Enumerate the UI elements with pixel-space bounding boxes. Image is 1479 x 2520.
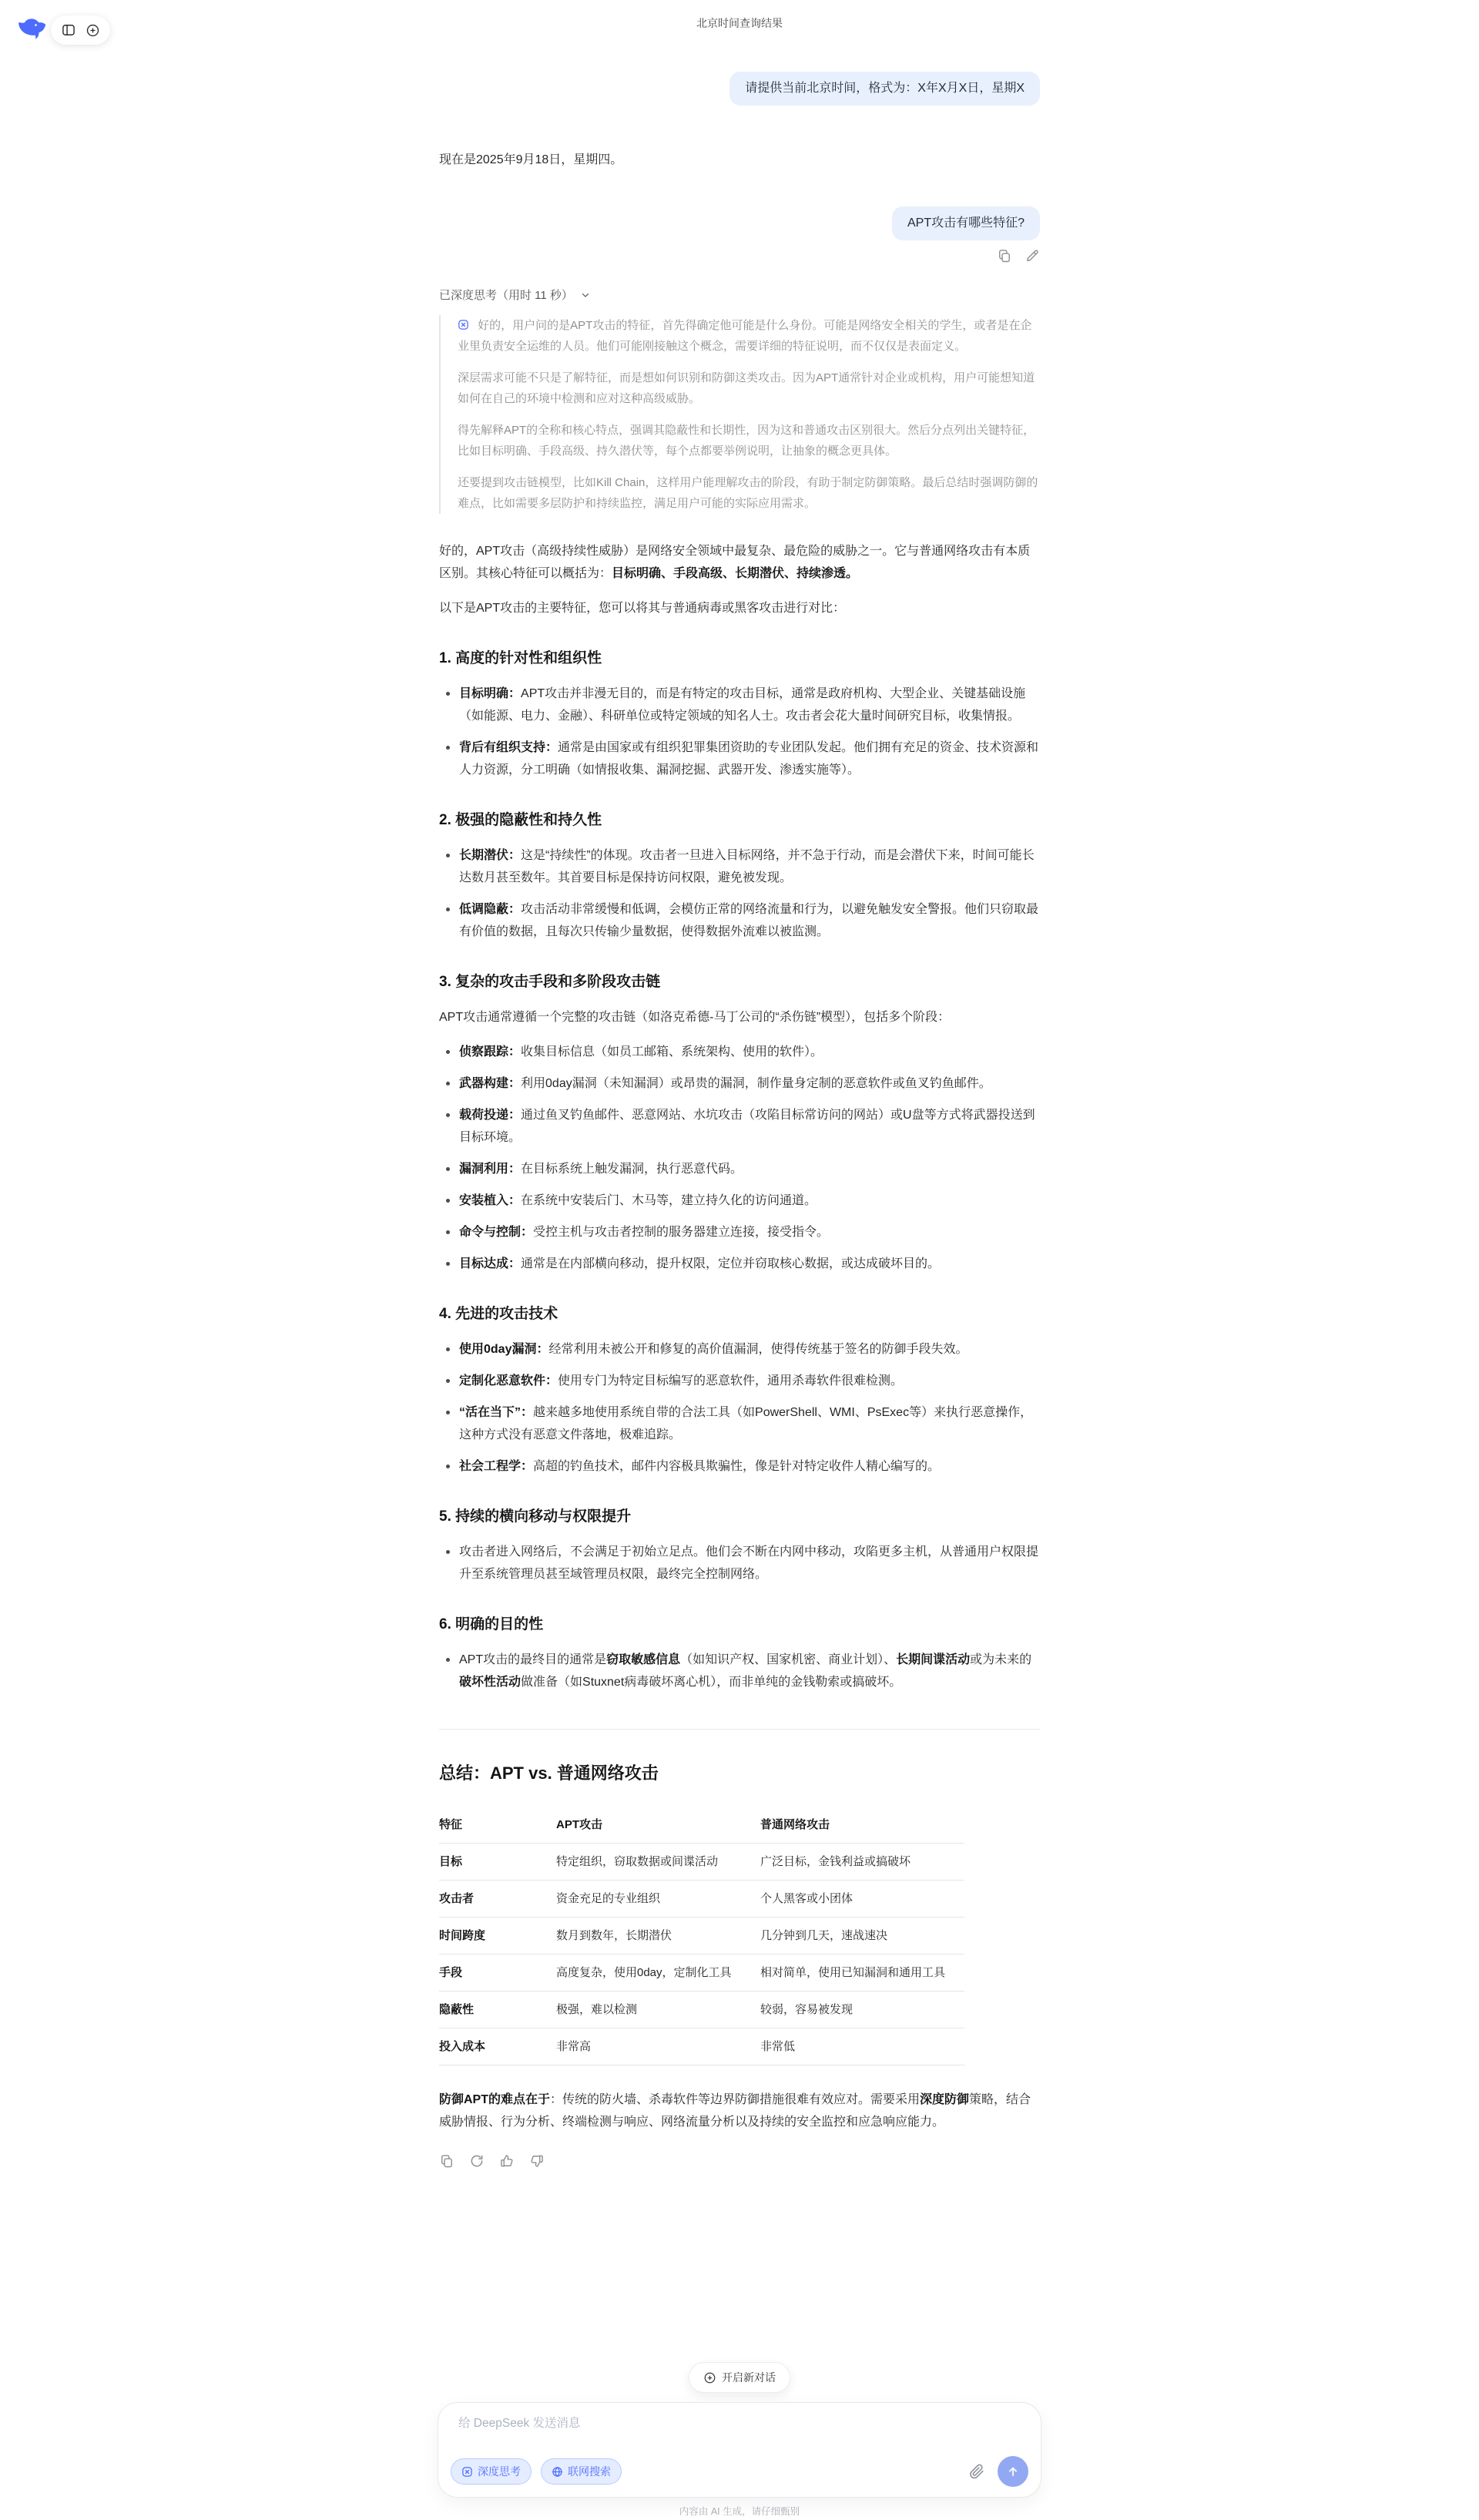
- table-row: [439, 1918, 964, 1955]
- bullet-list: [439, 1041, 1040, 1275]
- answer-conclusion: 防御APT的难点在于：传统的防火墙、杀毒软件等边界防御措施很难有效应对。需要采用深度防御策略，结合威胁情报、行为分析、终端检测与响应、网络流量分析以及持续的安全监控和应急响应能力。: [439, 2093, 1031, 2129]
- table-cell: 时间跨度: [439, 1918, 556, 1955]
- table-header-cell: 普通网络攻击: [760, 1807, 964, 1844]
- section-heading: 6. 明确的目的性: [439, 1616, 544, 1632]
- table-cell: 广泛目标，金钱利益或搞破坏: [760, 1844, 964, 1881]
- section-heading: 4. 先进的攻击技术: [439, 1306, 558, 1322]
- edit-button[interactable]: [1025, 248, 1040, 263]
- globe-icon: [552, 2466, 563, 2478]
- table-cell: 手段: [439, 1955, 556, 1992]
- bullet-item: 武器构建：利用0day漏洞（未知漏洞）或昂贵的漏洞，制作量身定制的恶意软件或鱼叉钓鱼邮件。: [439, 1072, 1040, 1095]
- deepthink-icon: [461, 2466, 473, 2478]
- new-chat-icon: [86, 23, 100, 38]
- table-cell: 高度复杂，使用0day，定制化工具: [556, 1955, 760, 1992]
- bullet-list: [439, 1649, 1040, 1693]
- answer-lead: 以下是APT攻击的主要特征，您可以将其与普通病毒或黑客攻击进行对比：: [439, 602, 846, 615]
- section-heading: 1. 高度的针对性和组织性: [439, 650, 602, 666]
- composer: [438, 2402, 1041, 2498]
- arrow-up-icon: [1006, 2465, 1020, 2478]
- table-cell: 隐蔽性: [439, 1992, 556, 2028]
- answer-actions: [439, 2153, 1040, 2169]
- deepthink-label: 深度思考: [478, 2465, 521, 2478]
- table-cell: 非常高: [556, 2028, 760, 2065]
- copy-icon: [997, 248, 1012, 263]
- table-cell: 极强，难以检测: [556, 1992, 760, 2028]
- bullet-item: 漏洞利用：在目标系统上触发漏洞，执行恶意代码。: [439, 1158, 1040, 1180]
- bullet-list: [439, 683, 1040, 781]
- user-message: 请提供当前北京时间，格式为：X年X月X日，星期X: [729, 72, 1040, 106]
- bullet-item: 安装植入：在系统中安装后门、木马等，建立持久化的访问通道。: [439, 1190, 1040, 1212]
- new-conversation-label: 开启新对话: [722, 2371, 776, 2384]
- bullet-list: [439, 844, 1040, 943]
- chat-column: [439, 46, 1040, 2169]
- thinking-paragraph: 深层需求可能不只是了解特征，而是想如何识别和防御这类攻击。因为APT通常针对企业或机构，用户可能想知道如何在自己的环境中检测和应对这种高级威胁。: [458, 371, 1035, 405]
- table-cell: 数月到数年，长期潜伏: [556, 1918, 760, 1955]
- bullet-item: 长期潜伏：这是“持续性”的体现。攻击者一旦进入目标网络，并不急于行动，而是会潜伏下来，时间可能长达数月甚至数年。其首要目标是保持访问权限，避免被发现。: [439, 844, 1040, 889]
- section-intro: APT攻击通常遵循一个完整的攻击链（如洛克希德-马丁公司的“杀伤链”模型），包括多个阶段：: [439, 1011, 951, 1024]
- section-heading: 5. 持续的横向移动与权限提升: [439, 1508, 632, 1525]
- chevron-down-icon: [581, 290, 590, 300]
- pencil-icon: [1025, 248, 1040, 263]
- bullet-item: 目标明确：APT攻击并非漫无目的，而是有特定的攻击目标，通常是政府机构、大型企业、关键基础设施（如能源、电力、金融）、科研单位或特定领域的知名人士。攻击者会花大量时间研究目标，收集情报。: [439, 683, 1040, 727]
- answer-sections: [439, 649, 1040, 1693]
- thinking-paragraph: 还要提到攻击链模型，比如Kill Chain，这样用户能理解攻击的阶段，有助于制定防御策略。最后总结时强调防御的难点，比如需要多层防护和持续监控，满足用户可能的实际应用需求。: [458, 476, 1038, 510]
- bullet-item: 社会工程学：高超的钓鱼技术，邮件内容极具欺骗性，像是针对特定收件人精心编写的。: [439, 1455, 1040, 1478]
- divider: [439, 1729, 1040, 1730]
- table-row: [439, 1992, 964, 2028]
- table-cell: 较弱，容易被发现: [760, 1992, 964, 2028]
- bullet-list: [439, 1338, 1040, 1478]
- section-heading: 2. 极强的隐蔽性和持久性: [439, 812, 602, 828]
- thinking-toggle[interactable]: [439, 287, 590, 303]
- top-bar: [0, 0, 1479, 46]
- bullet-item: 载荷投递：通过鱼叉钓鱼邮件、恶意网站、水坑攻击（攻陷目标常访问的网站）或U盘等方式将武器投送到目标环境。: [439, 1104, 1040, 1149]
- attach-button[interactable]: [968, 2463, 985, 2480]
- sidebar-toggle-button[interactable]: [61, 22, 76, 38]
- comparison-table: [439, 1807, 964, 2065]
- bullet-item: 使用0day漏洞：经常利用未被公开和修复的高价值漏洞，使得传统基于签名的防御手段失效。: [439, 1338, 1040, 1361]
- new-conversation-button[interactable]: [689, 2362, 790, 2393]
- table-header-cell: 特征: [439, 1807, 556, 1844]
- user-message: APT攻击有哪些特征?: [892, 206, 1040, 240]
- section-heading: 3. 复杂的攻击手段和多阶段攻击链: [439, 974, 661, 990]
- table-cell: 资金充足的专业组织: [556, 1881, 760, 1918]
- thumbs-up-button[interactable]: [499, 2153, 515, 2169]
- table-cell: 个人黑客或小团体: [760, 1881, 964, 1918]
- thinking-paragraph: 得先解释APT的全称和核心特点，强调其隐蔽性和长期性，因为这和普通攻击区别很大。然后分点列出关键特征，比如目标明确、手段高级、持久潜伏等，每个点都要举例说明，让抽象的概念更具体。: [458, 424, 1035, 458]
- deepthink-icon: [458, 319, 469, 331]
- thumbs-up-icon: [499, 2153, 515, 2169]
- table-cell: 攻击者: [439, 1881, 556, 1918]
- table-header-cell: APT攻击: [556, 1807, 760, 1844]
- deepthink-toggle[interactable]: [451, 2458, 532, 2485]
- new-chat-top-button[interactable]: [86, 23, 100, 38]
- paperclip-icon: [968, 2463, 985, 2480]
- circle-plus-icon: [703, 2371, 716, 2384]
- bullet-item: 命令与控制：受控主机与攻击者控制的服务器建立连接，接受指令。: [439, 1221, 1040, 1243]
- bullet-item: “活在当下”：越来越多地使用系统自带的合法工具（如PowerShell、WMI、PsExec等）来执行恶意操作，这种方式没有恶意文件落地，极难追踪。: [439, 1401, 1040, 1446]
- deepseek-logo-icon: [17, 18, 46, 40]
- summary-heading: 总结：APT vs. 普通网络攻击: [439, 1763, 659, 1783]
- table-row: [439, 1955, 964, 1992]
- bullet-item: 侦察跟踪：收集目标信息（如员工邮箱、系统架构、使用的软件）。: [439, 1041, 1040, 1063]
- copy-button[interactable]: [439, 2153, 454, 2169]
- page-title: 北京时间查询结果: [696, 17, 783, 29]
- send-button[interactable]: [998, 2456, 1028, 2487]
- table-cell: 相对简单，使用已知漏洞和通用工具: [760, 1955, 964, 1992]
- assistant-message: 现在是2025年9月18日，星期四。: [439, 153, 623, 166]
- thinking-content: [439, 315, 1040, 514]
- bullet-item: 背后有组织支持：通常是由国家或有组织犯罪集团资助的专业团队发起。他们拥有充足的资金、技术资源和人力资源，分工明确（如情报收集、漏洞挖掘、武器开发、渗透实施等）。: [439, 737, 1040, 781]
- thinking-header-label: 已深度思考（用时 11 秒）: [439, 289, 573, 302]
- user-message-actions: [439, 248, 1040, 263]
- assistant-answer: [439, 540, 1040, 2169]
- bullet-item: 定制化恶意软件：使用专门为特定目标编写的恶意软件，通用杀毒软件很难检测。: [439, 1370, 1040, 1392]
- table-cell: 目标: [439, 1844, 556, 1881]
- table-cell: 特定组织，窃取数据或间谍活动: [556, 1844, 760, 1881]
- web-search-toggle[interactable]: [541, 2458, 622, 2485]
- web-search-label: 联网搜索: [568, 2465, 611, 2478]
- user-message-row: [439, 206, 1040, 240]
- table-cell: 投入成本: [439, 2028, 556, 2065]
- sidebar-icon: [61, 22, 76, 38]
- user-message-row: [439, 72, 1040, 106]
- message-input[interactable]: [458, 2415, 1005, 2455]
- thinking-paragraph: 好的，用户问的是APT攻击的特征，首先得确定他可能是什么身份。可能是网络安全相关的学生，或者是在企业里负责安全运维的人员。他们可能刚接触这个概念，需要详细的特征说明，而不仅仅是表面定义。: [458, 319, 1032, 353]
- composer-toolbar: [451, 2456, 1028, 2487]
- table-cell: 几分钟到几天，速战速决: [760, 1918, 964, 1955]
- table-cell: 非常低: [760, 2028, 964, 2065]
- table-header-row: [439, 1807, 964, 1844]
- table-row: [439, 2028, 964, 2065]
- header-controls: [51, 15, 110, 45]
- thumbs-down-icon: [529, 2153, 545, 2169]
- bullet-item: APT攻击的最终目的通常是窃取敏感信息（如知识产权、国家机密、商业计划）、长期间谍活动或为未来的破坏性活动做准备（如Stuxnet病毒破坏离心机），而非单纯的金钱勒索或搞破坏。: [439, 1649, 1040, 1693]
- thumbs-down-button[interactable]: [529, 2153, 545, 2169]
- table-row: [439, 1844, 964, 1881]
- bullet-item: 低调隐蔽：攻击活动非常缓慢和低调，会模仿正常的网络流量和行为，以避免触发安全警报。他们只窃取最有价值的数据，且每次只传输少量数据，使得数据外流难以被监测。: [439, 898, 1040, 943]
- copy-button[interactable]: [997, 248, 1012, 263]
- copy-icon: [439, 2153, 454, 2169]
- table-row: [439, 1881, 964, 1918]
- bullet-item: 攻击者进入网络后，不会满足于初始立足点。他们会不断在内网中移动，攻陷更多主机，从普通用户权限提升至系统管理员甚至域管理员权限，最终完全控制网络。: [439, 1541, 1040, 1585]
- refresh-icon: [469, 2153, 485, 2169]
- bullet-list: [439, 1541, 1040, 1585]
- answer-intro: 好的，APT攻击（高级持续性威胁）是网络安全领域中最复杂、最危险的威胁之一。它与普通网络攻击有本质区别。其核心特征可以概括为：目标明确、手段高级、长期潜伏、持续渗透。: [439, 545, 1031, 580]
- regenerate-button[interactable]: [469, 2153, 485, 2169]
- bullet-item: 目标达成：通常是在内部横向移动，提升权限，定位并窃取核心数据，或达成破坏目的。: [439, 1253, 1040, 1275]
- ai-disclaimer: 内容由 AI 生成，请仔细甄别: [679, 2506, 800, 2517]
